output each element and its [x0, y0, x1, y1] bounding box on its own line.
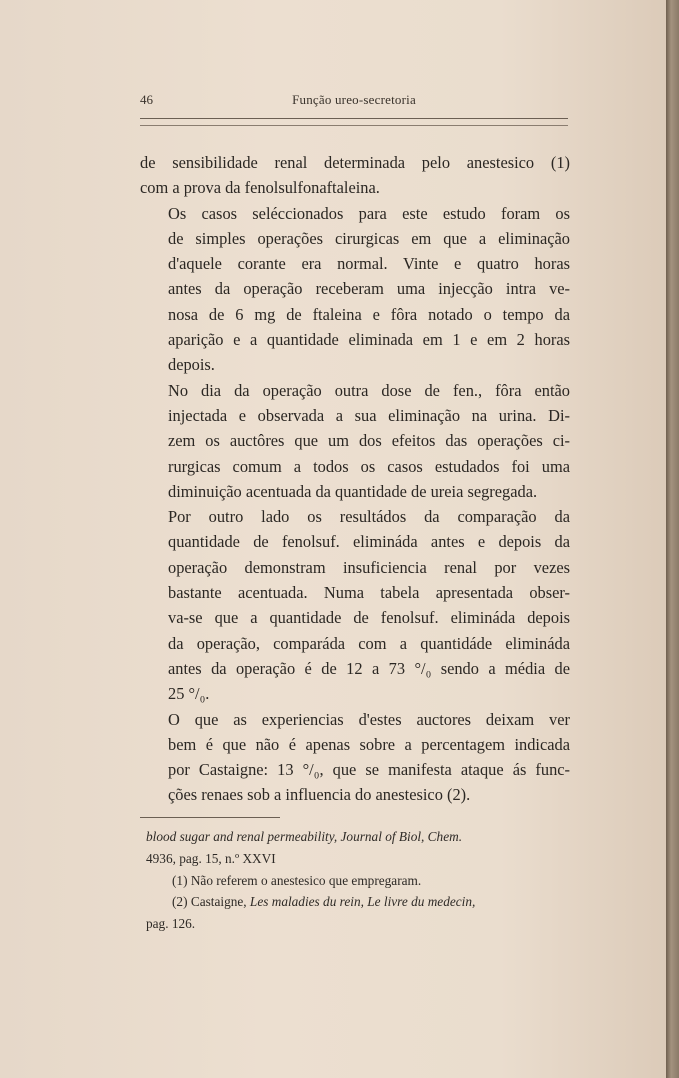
text-line: nosa de 6 mg de ftaleina e fôra notado o tempo da: [168, 304, 570, 324]
footnote-continuation-line2: 4936, pag. 15, n.º XXVI: [146, 850, 276, 866]
text-line: zem os auctôres que um dos efeitos das operações ci-: [168, 431, 570, 451]
text-line: quantidade de fenolsuf. elimináda antes e depois da: [168, 532, 570, 552]
text-line: Por outro lado os resultádos da comparação da: [168, 507, 570, 527]
text-line: de sensibilidade renal determinada pelo anestesico (1): [140, 153, 570, 172]
text-line: antes da operação é de 12 a 73 °/₀ sendo a média de: [168, 658, 570, 678]
footnote-1: (1) Não referem o anestesico que empregaram.: [172, 872, 422, 888]
text-line: No dia da operação outra dose de fen., fôra então: [168, 380, 570, 400]
paragraph-4: [140, 504, 570, 706]
footnote-2-title: Les maladies du rein, Le livre du medecin,: [249, 894, 476, 910]
footnote-2: [146, 891, 574, 913]
text-line: de simples operações cirurgicas em que a eliminação: [168, 228, 570, 248]
page-header: [140, 90, 568, 110]
text-line: por Castaigne: 13 °/₀, que se manifesta ataque ás func-: [168, 760, 570, 780]
paragraph-5: [140, 707, 570, 808]
text-line: depois.: [168, 355, 215, 375]
paragraph-3: [140, 378, 570, 504]
footnote-2-prefix: (2) Castaigne,: [172, 894, 250, 910]
text-line: 25 °/₀.: [168, 684, 210, 704]
text-line: va-se que a quantidade de fenolsuf. elimináda depois: [168, 608, 570, 628]
text-line: com a prova da fenolsulfonaftaleina.: [140, 178, 380, 198]
footnote-continuation-text: blood sugar and renal permeability, Journal of Biol, Chem.: [146, 829, 463, 844]
text-line: antes da operação receberam uma injecção intra ve-: [168, 279, 570, 299]
text-line: ções renaes sob a influencia do anestesico (2).: [168, 785, 471, 805]
paragraph-2: [140, 201, 570, 378]
text-line: bastante acentuada. Numa tabela apresentada obser-: [168, 583, 570, 603]
page-number: 46: [140, 92, 153, 107]
text-line: injectada e observada a sua eliminação na urina. Di-: [168, 405, 570, 425]
text-line: da operação, comparáda com a quantidáde elimináda: [168, 633, 570, 653]
header-rule-top: [140, 118, 568, 119]
text-line: aparição e a quantidade eliminada em 1 e em 2 horas: [168, 330, 570, 350]
header-rule-bottom: [140, 125, 568, 126]
paragraph-1: [140, 150, 570, 201]
text-line: rurgicas comum a todos os casos estudados foi uma: [168, 456, 570, 476]
footnote-2-line2: pag. 126.: [146, 916, 196, 932]
body-text: [140, 150, 570, 808]
footnotes: [146, 826, 574, 935]
text-line: operação demonstram insuficiencia renal por vezes: [168, 557, 570, 577]
text-line: Os casos seléccionados para este estudo foram os: [168, 203, 570, 223]
text-line: diminuição acentuada da quantidade de ureia segregada.: [168, 481, 538, 501]
footnote-rule: [140, 817, 280, 818]
text-line: d'aquele corante era normal. Vinte e quatro horas: [168, 254, 570, 274]
page-edge: [666, 0, 679, 1078]
running-head: Função ureo-secretoria: [292, 92, 416, 107]
text-line: O que as experiencias d'estes auctores deixam ver: [168, 709, 570, 729]
footnote-continuation: [146, 826, 574, 848]
text-line: bem é que não é apenas sobre a percentagem indicada: [168, 734, 570, 754]
